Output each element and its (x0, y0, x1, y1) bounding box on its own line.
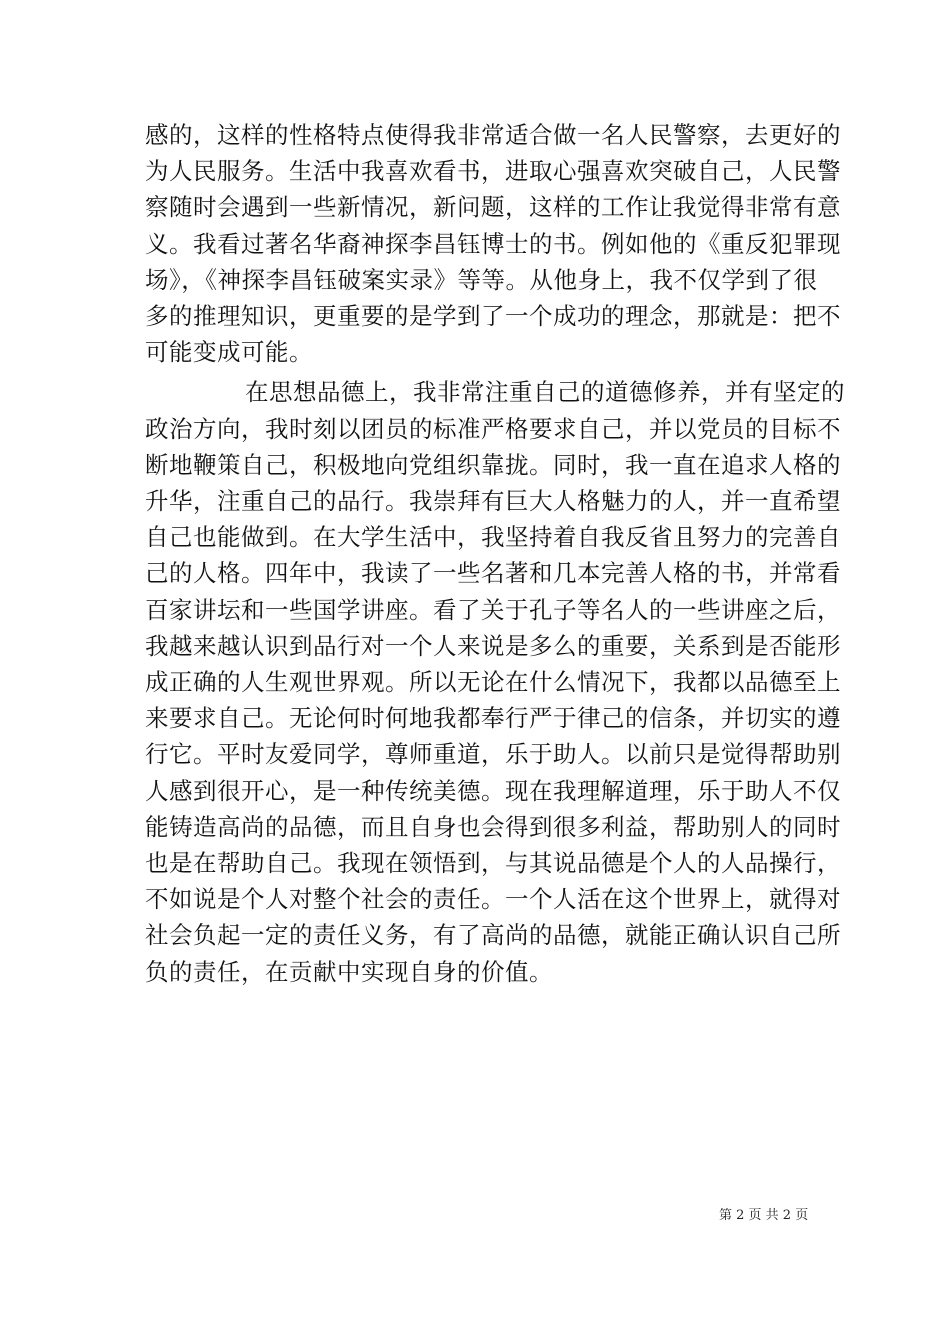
text-line: 能铸造高尚的品德，而且自身也会得到很多利益，帮助别人的同时 (145, 812, 841, 841)
text-line: 来要求自己。无论何时何地我都奉行严于律己的信条，并切实的遵 (145, 704, 841, 733)
text-line: 社会负起一定的责任义务，有了高尚的品德，就能正确认识自己所 (145, 921, 841, 950)
text-line: 在思想品德上，我非常注重自己的道德修养，并有坚定的 (245, 378, 845, 407)
text-line: 行它。平时友爱同学，尊师重道，乐于助人。以前只是觉得帮助别 (145, 740, 841, 769)
text-line: 也是在帮助自己。我现在领悟到，与其说品德是个人的人品操行， (145, 849, 841, 878)
text-line: 自己也能做到。在大学生活中，我坚持着自我反省且努力的完善自 (145, 523, 841, 552)
page-number-footer: 第 2 页 共 2 页 (719, 1208, 809, 1223)
paragraph-2 (145, 374, 845, 989)
text-line: 成正确的人生观世界观。所以无论在什么情况下，我都以品德至上 (145, 668, 841, 697)
text-line: 政治方向，我时刻以团员的标准严格要求自己，并以党员的目标不 (145, 414, 841, 443)
text-line: 察随时会遇到一些新情况，新问题，这样的工作让我觉得非常有意 (145, 193, 841, 222)
text-line: 不如说是个人对整个社会的责任。一个人活在这个世界上，就得对 (145, 885, 841, 914)
text-line: 负的责任，在贡献中实现自身的价值。 (145, 957, 553, 986)
text-line: 场》，《神探李昌钰破案实录》等等。从他身上，我不仅学到了很 (145, 265, 818, 294)
text-line: 我越来越认识到品行对一个人来说是多么的重要，关系到是否能形 (145, 631, 841, 660)
text-line: 为人民服务。生活中我喜欢看书，进取心强喜欢突破自己，人民警 (145, 157, 841, 186)
text-line: 人感到很开心，是一种传统美德。现在我理解道理，乐于助人不仅 (145, 776, 841, 805)
text-line: 断地鞭策自己，积极地向党组织靠拢。同时，我一直在追求人格的 (145, 450, 841, 479)
text-line: 升华，注重自己的品行。我崇拜有巨大人格魅力的人，并一直希望 (145, 487, 841, 516)
body-text (145, 117, 845, 990)
text-line: 义。我看过著名华裔神探李昌钰博士的书。例如他的《重反犯罪现 (145, 229, 841, 258)
paragraph-1 (145, 117, 841, 370)
text-line: 可能变成可能。 (145, 338, 313, 367)
text-line: 己的人格。四年中，我读了一些名著和几本完善人格的书，并常看 (145, 559, 841, 588)
text-line: 多的推理知识，更重要的是学到了一个成功的理念，那就是：把不 (145, 302, 841, 331)
text-line: 感的，这样的性格特点使得我非常适合做一名人民警察，去更好的 (145, 121, 841, 149)
text-line: 百家讲坛和一些国学讲座。看了关于孔子等名人的一些讲座之后， (145, 595, 841, 624)
